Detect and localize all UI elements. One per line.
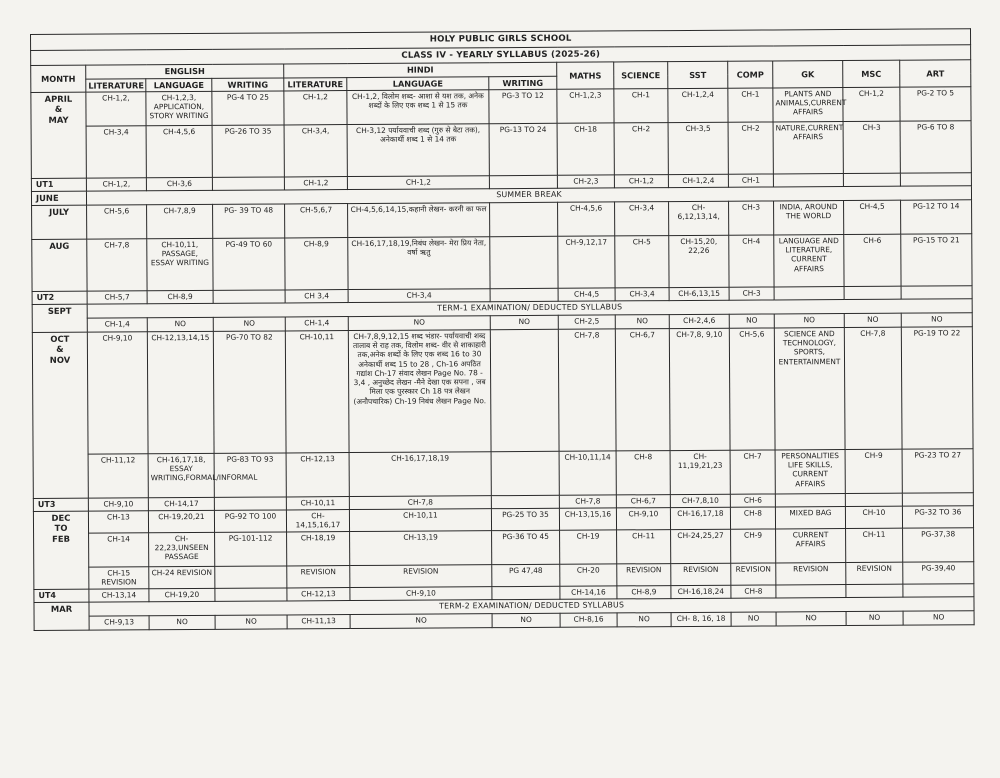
syllabus-cell xyxy=(492,586,560,599)
syllabus-cell: CH-5,7 xyxy=(87,291,147,304)
syllabus-cell: CH- 11,19,21,23 xyxy=(670,450,730,494)
syllabus-cell: CH-14,15,16,17 xyxy=(286,510,349,532)
syllabus-cell: NO xyxy=(492,613,560,627)
syllabus-cell: CH-3,4 xyxy=(86,126,146,178)
term1-band: TERM-1 EXAMINATION/ DEDUCTED SYLLABUS xyxy=(87,299,972,318)
syllabus-cell: PERSONALITIES LIFE SKILLS, CURRENT AFFAIRS xyxy=(775,449,845,493)
syllabus-cell: CH-3,5 xyxy=(668,122,728,174)
syllabus-row-oct-1 xyxy=(32,327,973,455)
syllabus-cell: CH-1,2 xyxy=(347,176,489,190)
syllabus-cell xyxy=(903,584,974,597)
maths-header: MATHS xyxy=(557,62,614,89)
syllabus-cell: CH-1,4 xyxy=(285,317,348,331)
syllabus-cell: CH-2,5 xyxy=(558,315,615,329)
syllabus-cell: PG- 39 TO 48 xyxy=(213,204,285,238)
syllabus-cell: CH-10,11 xyxy=(285,331,349,453)
syllabus-cell: CH-8,9 xyxy=(147,290,213,303)
month-july: JULY xyxy=(32,205,87,239)
syllabus-cell: PG-49 TO 60 xyxy=(213,238,285,290)
syllabus-cell: CH-1,2 xyxy=(284,91,347,125)
syllabus-cell: PG-70 TO 82 xyxy=(213,331,286,453)
syllabus-cell: CH-10,11, PASSAGE, ESSAY WRITING xyxy=(147,238,213,290)
month-dec-feb xyxy=(33,511,88,589)
syllabus-cell: PG-83 TO 93 xyxy=(214,453,286,497)
syllabus-cell: REVISION xyxy=(846,562,903,584)
school-name: HOLY PUBLIC GIRLS SCHOOL xyxy=(31,29,971,50)
syllabus-cell: CH-24 REVISION xyxy=(149,566,215,588)
syllabus-cell: CH-11,12 xyxy=(88,454,148,498)
syllabus-cell: CH-18 xyxy=(557,123,614,175)
syllabus-cell xyxy=(843,173,900,186)
syllabus-cell xyxy=(901,286,972,299)
month-header: MONTH xyxy=(31,66,86,93)
syllabus-cell: CH-7,8, 9,10 xyxy=(669,328,730,450)
hindi-writing-header: WRITING xyxy=(489,76,557,90)
syllabus-cell: CH-6,13,15 xyxy=(669,287,729,300)
syllabus-row-apr-1 xyxy=(31,87,971,127)
syllabus-cell: PG-15 TO 21 xyxy=(901,234,973,286)
month-label: & xyxy=(56,344,64,355)
syllabus-cell xyxy=(774,287,844,300)
syllabus-cell: CH-7,8 xyxy=(844,327,902,449)
month-aug: AUG xyxy=(32,239,87,291)
month-label: FEB xyxy=(52,533,71,544)
syllabus-cell: INDIA, AROUND THE WORLD xyxy=(774,201,844,235)
syllabus-cell: CH-11 xyxy=(846,528,903,562)
syllabus-cell: PG-13 TO 24 xyxy=(489,123,557,175)
syllabus-cell: CH-7 xyxy=(730,450,775,494)
syllabus-cell: NO xyxy=(350,614,492,629)
syllabus-cell: SCIENCE AND TECHNOLOGY, SPORTS, ENTERTAINMENT xyxy=(774,327,845,449)
syllabus-cell: CH-16,17,18,19 xyxy=(349,452,491,497)
syllabus-cell: CH-6 xyxy=(730,494,775,507)
syllabus-cell: CH-15,20, 22,26 xyxy=(669,235,729,287)
syllabus-cell: CH-4 xyxy=(729,235,774,287)
syllabus-cell: PG-12 TO 14 xyxy=(901,200,972,234)
syllabus-cell: CH-12,13,14,15 xyxy=(147,331,214,453)
month-label: DEC xyxy=(51,512,71,523)
syllabus-cell xyxy=(846,584,903,597)
syllabus-cell: CH-5,6,7 xyxy=(285,204,348,238)
syllabus-cell: CH-14,16 xyxy=(560,586,617,599)
syllabus-cell xyxy=(900,173,971,186)
english-literature-header: LITERATURE xyxy=(86,79,146,93)
syllabus-cell: CH-10,11 xyxy=(286,497,349,510)
syllabus-row-july xyxy=(32,200,972,240)
syllabus-cell: CH-19 xyxy=(560,530,617,564)
syllabus-cell: CH-4,5,6 xyxy=(146,125,212,177)
syllabus-cell: CH-6,12,13,14, xyxy=(669,201,729,235)
syllabus-cell: CH-3,4 xyxy=(615,288,669,301)
syllabus-cell: CH-5,6 xyxy=(87,205,147,239)
term2-band: TERM-2 EXAMINATION/ DEDUCTED SYLLABUS xyxy=(89,597,974,616)
syllabus-cell: CH-9,10 xyxy=(88,498,148,511)
syllabus-cell: CURRENT AFFAIRS xyxy=(776,528,846,562)
syllabus-cell xyxy=(844,286,901,299)
syllabus-row-aug xyxy=(32,234,972,292)
syllabus-cell: CH-8,9 xyxy=(285,238,348,290)
syllabus-cell: CH-1,2 xyxy=(843,87,900,121)
syllabus-cell: CH-3 xyxy=(843,121,900,173)
month-label: APRIL xyxy=(44,93,73,104)
syllabus-cell: CH-1,2, xyxy=(86,178,146,191)
gk-header: GK xyxy=(773,61,843,88)
syllabus-cell xyxy=(490,288,558,301)
syllabus-cell xyxy=(902,493,973,506)
syllabus-cell: CH-3,12 पर्यायवाची शब्द (गुरु से बेटा तक), अनेकार्थी शब्द 1 से 14 तक xyxy=(347,124,489,177)
syllabus-cell: NO xyxy=(776,611,846,625)
syllabus-cell: CH 3,4 xyxy=(285,290,348,303)
syllabus-cell: CH-2 xyxy=(728,122,773,174)
syllabus-cell xyxy=(215,566,287,588)
syllabus-cell: CH-2,3 xyxy=(557,175,614,188)
syllabus-cell: PLANTS AND ANIMALS,CURRENT AFFAIRS xyxy=(773,88,843,122)
syllabus-cell: CH-20 xyxy=(560,564,617,586)
syllabus-cell: NATURE,CURRENT AFFAIRS xyxy=(773,122,843,174)
syllabus-cell: NO xyxy=(213,317,285,331)
syllabus-cell: CH-19,20 xyxy=(149,588,215,601)
syllabus-cell: NO xyxy=(774,314,844,328)
syllabus-cell: PG-101-112 xyxy=(215,532,287,566)
syllabus-cell: CH-1 xyxy=(728,174,773,187)
syllabus-cell: CH-4,5 xyxy=(558,288,615,301)
syllabus-cell: CH-1,2,4 xyxy=(668,174,728,187)
syllabus-cell: CH-8 xyxy=(731,585,776,598)
syllabus-cell: CH-11,13 xyxy=(287,615,350,629)
syllabus-cell: CH-10 xyxy=(845,506,902,528)
month-label: MAY xyxy=(48,114,69,125)
month-label: NOV xyxy=(49,354,71,365)
month-label: OCT xyxy=(50,333,70,344)
summer-break-band: SUMMER BREAK xyxy=(86,186,971,205)
sst-header: SST xyxy=(668,62,728,89)
hindi-header: HINDI xyxy=(284,63,557,78)
syllabus-cell: PG-19 TO 22 xyxy=(901,327,973,449)
syllabus-cell: PG 47,48 xyxy=(492,564,560,586)
syllabus-cell: NO xyxy=(846,611,903,625)
syllabus-cell: CH-1,2, विलोम शब्द- आशा से यश तक, अनेक शब्दों के लिए एक शब्द 1 से 15 तक xyxy=(347,90,489,125)
syllabus-cell: CH-9,12,17 xyxy=(558,236,615,288)
syllabus-cell: CH-12,13 xyxy=(287,588,350,601)
syllabus-cell: CH-6,7 xyxy=(616,495,670,508)
month-label: TO xyxy=(54,523,68,534)
syllabus-cell xyxy=(214,497,286,510)
syllabus-cell xyxy=(491,451,559,495)
month-mar: MAR xyxy=(34,602,89,630)
syllabus-cell: CH-9,10 xyxy=(616,508,670,530)
msc-header: MSC xyxy=(843,61,900,88)
syllabus-cell: CH-3,4 xyxy=(348,289,490,303)
syllabus-cell: CH- 22,23,UNSEEN PASSAGE xyxy=(149,532,215,566)
syllabus-cell: CH-1,4 xyxy=(87,318,147,332)
hindi-language-header: LANGUAGE xyxy=(347,76,489,90)
syllabus-cell: CH-7,8 xyxy=(87,239,147,291)
syllabus-cell: CH-1,2 xyxy=(284,177,347,190)
syllabus-cell: CH-1,2,3, APPLICATION, STORY WRITING xyxy=(146,91,212,125)
syllabus-cell xyxy=(490,236,558,288)
syllabus-cell: PG-6 TO 8 xyxy=(900,121,972,173)
syllabus-cell: CH-10,11,14 xyxy=(559,451,616,495)
syllabus-cell xyxy=(489,175,557,188)
syllabus-cell: CH-5,6 xyxy=(729,328,775,450)
syllabus-cell: CH-9 xyxy=(845,449,902,493)
syllabus-cell: CH-1,2 xyxy=(614,175,668,188)
syllabus-cell xyxy=(213,290,285,303)
month-label: & xyxy=(54,104,63,115)
art-header: ART xyxy=(900,60,971,87)
syllabus-cell: REVISION xyxy=(776,562,846,584)
syllabus-cell xyxy=(215,588,287,601)
syllabus-cell: CH-16,17,18,19,निबंध लेखन- मेरा प्रिय नेता, वर्षा ऋतु xyxy=(348,237,490,290)
syllabus-cell xyxy=(776,584,846,597)
syllabus-cell: CH-18,19 xyxy=(287,532,350,566)
syllabus-cell: LANGUAGE AND LITERATURE, CURRENT AFFAIRS xyxy=(774,235,844,287)
syllabus-cell: CH-7,8,9,12,15 शब्द भंडार- पर्यायवाची शब्द तालाब से राह तक, विलोम शब्द- वीर से शाकाहारी तक,अनेक शब्दों के लिए एक शब्द 16 to 30 अनेकार्थी शब्द 15 to 28 , Ch-16 अपठित गद्यांश Ch-17 संवाद लेखन Page No. 78 - 3,4 , अनुच्छेद लेखन -मैने देखा एक सपना , जब मिला एक पुरस्कार Ch 18 पत्र लेखन (अनौपचारिक) Ch-19 निबंध लेखन Page No. xyxy=(348,330,491,453)
syllabus-cell: CH-19,20,21 xyxy=(148,510,214,532)
syllabus-cell: CH-7,8,10 xyxy=(670,494,730,507)
syllabus-cell: CH-9,13 xyxy=(89,616,149,630)
syllabus-row-apr-2 xyxy=(31,121,971,179)
syllabus-cell: NO xyxy=(729,314,774,328)
syllabus-cell: NO xyxy=(147,317,213,331)
syllabus-cell: PG-23 TO 27 xyxy=(902,449,973,493)
syllabus-cell: CH-5 xyxy=(615,236,669,288)
syllabus-cell: CH-1,2,4 xyxy=(668,88,728,122)
month-june: JUNE xyxy=(31,191,86,205)
syllabus-cell: CH-1,2,3 xyxy=(557,89,614,123)
syllabus-cell: NO xyxy=(149,615,215,629)
syllabus-cell: CH-7,8 xyxy=(349,496,491,510)
syllabus-cell: CH-4,5,6,14,15,कहानी लेखन- करनी का फल xyxy=(348,203,490,238)
syllabus-cell xyxy=(490,202,558,236)
syllabus-cell: NO xyxy=(490,315,558,329)
syllabus-cell: PG-39,40 xyxy=(903,562,974,584)
syllabus-cell: CH-6,7 xyxy=(615,329,670,451)
month-apr-may xyxy=(31,92,87,178)
syllabus-cell: CH-9 xyxy=(731,529,776,563)
syllabus-cell: PG-26 TO 35 xyxy=(212,125,284,177)
syllabus-cell xyxy=(845,493,902,506)
syllabus-cell: CH- 8, 16, 18 xyxy=(671,612,731,626)
syllabus-cell: PG-4 TO 25 xyxy=(212,91,284,125)
syllabus-cell: CH-12,13 xyxy=(286,453,349,497)
syllabus-cell: CH-3,4, xyxy=(284,125,347,177)
syllabus-cell: PG-37,38 xyxy=(903,528,974,562)
syllabus-cell: CH-4,5 xyxy=(844,200,901,234)
month-sept: SEPT xyxy=(32,304,87,332)
syllabus-cell xyxy=(490,329,559,451)
syllabus-cell: REVISION xyxy=(671,563,731,585)
syllabus-cell: CH-4,5,6 xyxy=(558,202,615,236)
syllabus-cell: CH-8 xyxy=(616,451,670,495)
syllabus-cell: CH-3,4 xyxy=(615,202,669,236)
syllabus-cell: CH-3,6 xyxy=(146,177,212,190)
syllabus-cell: CH-16,17,18, ESSAY WRITING,FORMAL/INFORMAL xyxy=(148,453,214,497)
syllabus-cell: CH-16,18,24 xyxy=(671,585,731,598)
syllabus-cell: CH-15 REVISION xyxy=(89,567,149,589)
syllabus-cell: NO xyxy=(903,611,974,625)
syllabus-cell: CH-9,10 xyxy=(87,332,148,454)
syllabus-cell: CH-8,16 xyxy=(560,613,617,627)
syllabus-cell: CH-16,17,18 xyxy=(670,507,730,529)
syllabus-cell: PG-36 TO 45 xyxy=(492,530,560,564)
syllabus-cell: CH-9,10 xyxy=(350,587,492,601)
ut3-label: UT3 xyxy=(33,498,88,511)
month-oct-nov xyxy=(32,332,88,498)
syllabus-row-oct-2 xyxy=(33,449,973,499)
syllabus-cell: NO xyxy=(901,313,972,327)
syllabus-cell: NO xyxy=(617,613,671,627)
english-header: ENGLISH xyxy=(86,64,284,78)
syllabus-cell: PG-92 TO 100 xyxy=(214,510,286,532)
syllabus-cell: CH-24,25,27 xyxy=(671,529,731,563)
ut4-label: UT4 xyxy=(34,589,89,602)
syllabus-cell: CH-13,19 xyxy=(350,531,492,566)
syllabus-cell xyxy=(773,174,843,187)
syllabus-cell: CH-1 xyxy=(728,88,773,122)
syllabus-cell: CH-14,17 xyxy=(148,497,214,510)
syllabus-cell: CH-1,2, xyxy=(86,92,146,126)
science-header: SCIENCE xyxy=(614,62,668,89)
syllabus-cell: CH-2 xyxy=(614,123,668,175)
syllabus-cell: CH-3 xyxy=(729,287,774,300)
syllabus-row-dec-2 xyxy=(34,528,974,568)
syllabus-table xyxy=(30,28,975,631)
syllabus-cell: REVISION xyxy=(731,563,776,585)
syllabus-cell: CH-14 xyxy=(89,533,149,567)
syllabus-cell: PG-3 TO 12 xyxy=(489,89,557,123)
syllabus-cell: PG-32 TO 36 xyxy=(902,506,973,528)
syllabus-title: CLASS IV - YEARLY SYLLABUS (2025-26) xyxy=(31,44,971,65)
syllabus-cell: REVISION xyxy=(350,565,492,588)
syllabus-cell: CH-6 xyxy=(844,234,901,286)
ut2-label: UT2 xyxy=(32,291,87,304)
syllabus-cell xyxy=(491,495,559,508)
syllabus-sheet xyxy=(30,28,974,631)
syllabus-cell: NO xyxy=(731,612,776,626)
syllabus-cell: CH-8,9 xyxy=(617,586,671,599)
syllabus-cell: NO xyxy=(215,615,287,629)
syllabus-cell: NO xyxy=(844,313,901,327)
syllabus-cell: NO xyxy=(615,315,669,329)
english-writing-header: WRITING xyxy=(212,78,284,92)
ut1-label: UT1 xyxy=(31,178,86,191)
syllabus-cell xyxy=(212,177,284,190)
syllabus-cell: CH-11 xyxy=(617,530,671,564)
syllabus-cell: CH-7,8,9 xyxy=(147,204,213,238)
syllabus-cell: CH-13,15,16 xyxy=(559,508,616,530)
syllabus-cell: CH-2,4,6 xyxy=(669,314,729,328)
syllabus-cell: CH-3 xyxy=(729,201,774,235)
hindi-literature-header: LITERATURE xyxy=(284,77,347,91)
syllabus-cell: REVISION xyxy=(617,564,671,586)
syllabus-cell: CH-7,8 xyxy=(559,495,616,508)
comp-header: COMP xyxy=(728,61,773,88)
syllabus-cell: CH-13 xyxy=(88,511,148,533)
syllabus-cell: CH-7,8 xyxy=(558,329,616,451)
syllabus-cell: MIXED BAG xyxy=(775,506,845,528)
syllabus-cell: CH-10,11 xyxy=(349,509,491,532)
syllabus-cell xyxy=(775,493,845,506)
syllabus-cell: NO xyxy=(348,316,490,331)
syllabus-cell: CH-13,14 xyxy=(89,589,149,602)
syllabus-cell: CH-1 xyxy=(614,89,668,123)
syllabus-cell: REVISION xyxy=(287,566,350,588)
syllabus-cell: PG-25 TO 35 xyxy=(491,508,559,530)
syllabus-cell: PG-2 TO 5 xyxy=(900,87,971,121)
english-language-header: LANGUAGE xyxy=(146,78,212,92)
syllabus-cell: CH-8 xyxy=(730,507,775,529)
